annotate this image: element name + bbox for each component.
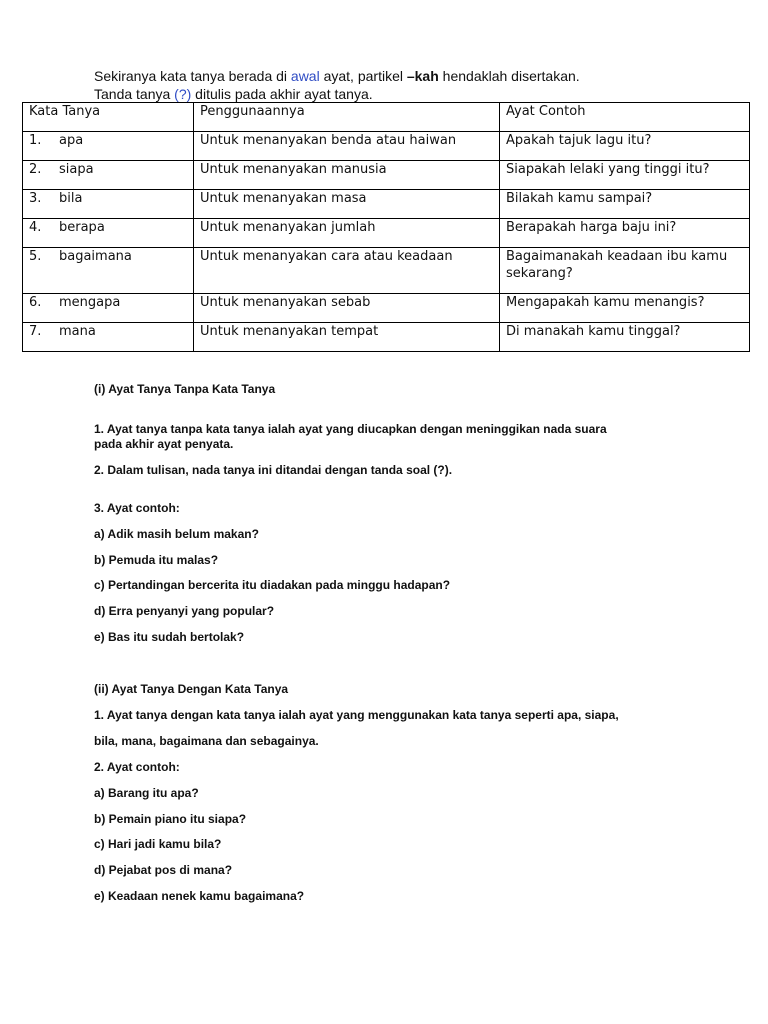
- awal-highlight: awal: [290, 68, 320, 84]
- intro-line-1: [94, 68, 580, 85]
- example-cell: Di manakah kamu tinggal?: [500, 323, 750, 352]
- section1-para3: 3. Ayat contoh:: [94, 501, 180, 515]
- section2-example-c: c) Hari jadi kamu bila?: [94, 837, 222, 851]
- question-mark-highlight: (?): [174, 86, 192, 102]
- header-kata-tanya: Kata Tanya: [23, 103, 194, 132]
- table-row: [23, 190, 750, 219]
- example-cell: Bilakah kamu sampai?: [500, 190, 750, 219]
- row-number: 2.: [29, 162, 42, 177]
- kata-tanya-word: berapa: [59, 220, 105, 235]
- usage-cell: Untuk menanyakan jumlah: [194, 219, 500, 248]
- section1-example-b: b) Pemuda itu malas?: [94, 553, 219, 567]
- section2-example-e: e) Keadaan nenek kamu bagaimana?: [94, 889, 305, 903]
- usage-cell: Untuk menanyakan sebab: [194, 294, 500, 323]
- usage-cell: Untuk menanyakan cara atau keadaan: [194, 248, 500, 294]
- section1-para2: 2. Dalam tulisan, nada tanya ini ditandai dengan tanda soal (?).: [94, 463, 453, 477]
- section2-para2: 2. Ayat contoh:: [94, 760, 180, 774]
- kata-tanya-word: mana: [59, 324, 96, 339]
- table-row: [23, 161, 750, 190]
- intro-text: ditulis pada akhir ayat tanya.: [191, 86, 373, 102]
- kata-tanya-word: mengapa: [59, 295, 121, 310]
- table-row: [23, 323, 750, 352]
- example-cell: Berapakah harga baju ini?: [500, 219, 750, 248]
- section1-title: (i) Ayat Tanya Tanpa Kata Tanya: [94, 382, 276, 396]
- section1-para1-line1: 1. Ayat tanya tanpa kata tanya ialah ayat yang diucapkan dengan meninggikan nada suara: [94, 422, 607, 436]
- example-cell: Apakah tajuk lagu itu?: [500, 132, 750, 161]
- section1-example-d: d) Erra penyanyi yang popular?: [94, 604, 275, 618]
- table-row: [23, 294, 750, 323]
- kata-tanya-table: [22, 102, 750, 352]
- table-row: [23, 132, 750, 161]
- row-number: 7.: [29, 324, 42, 339]
- usage-cell: Untuk menanyakan masa: [194, 190, 500, 219]
- example-cell: Bagaimanakah keadaan ibu kamu sekarang?: [500, 248, 750, 294]
- header-ayat-contoh: Ayat Contoh: [500, 103, 750, 132]
- section2-title: (ii) Ayat Tanya Dengan Kata Tanya: [94, 682, 289, 696]
- table-row: [23, 248, 750, 294]
- kata-tanya-word: apa: [59, 133, 84, 148]
- kata-tanya-word: siapa: [59, 162, 94, 177]
- table-row: [23, 219, 750, 248]
- usage-cell: Untuk menanyakan benda atau haiwan: [194, 132, 500, 161]
- section1-example-a: a) Adik masih belum makan?: [94, 527, 259, 541]
- intro-line-2: [94, 86, 373, 103]
- row-number: 5.: [29, 249, 42, 264]
- row-number: 6.: [29, 295, 42, 310]
- kah-particle: –kah: [406, 68, 439, 84]
- kata-tanya-cell: [23, 294, 194, 323]
- section2-example-d: d) Pejabat pos di mana?: [94, 863, 233, 877]
- row-number: 4.: [29, 220, 42, 235]
- kata-tanya-word: bila: [59, 191, 83, 206]
- section1-example-c: c) Pertandingan bercerita itu diadakan pada minggu hadapan?: [94, 578, 451, 592]
- example-cell: Siapakah lelaki yang tinggi itu?: [500, 161, 750, 190]
- section2-para1-line2: bila, mana, bagaimana dan sebagainya.: [94, 734, 319, 748]
- usage-cell: Untuk menanyakan manusia: [194, 161, 500, 190]
- row-number: 1.: [29, 133, 42, 148]
- intro-text: ayat, partikel: [319, 68, 407, 84]
- section2-example-b: b) Pemain piano itu siapa?: [94, 812, 247, 826]
- kata-tanya-cell: [23, 248, 194, 294]
- section2-para1-line1: 1. Ayat tanya dengan kata tanya ialah ayat yang menggunakan kata tanya seperti apa, siapa,: [94, 708, 619, 722]
- kata-tanya-cell: [23, 132, 194, 161]
- example-cell: Mengapakah kamu menangis?: [500, 294, 750, 323]
- table-header-row: [23, 103, 750, 132]
- usage-cell: Untuk menanyakan tempat: [194, 323, 500, 352]
- kata-tanya-cell: [23, 219, 194, 248]
- kata-tanya-cell: [23, 323, 194, 352]
- header-penggunaannya: Penggunaannya: [194, 103, 500, 132]
- intro-text: Tanda tanya: [94, 86, 175, 102]
- section1-example-e: e) Bas itu sudah bertolak?: [94, 630, 245, 644]
- intro-text: hendaklah disertakan.: [438, 68, 580, 84]
- kata-tanya-cell: [23, 190, 194, 219]
- kata-tanya-word: bagaimana: [59, 249, 132, 264]
- section2-example-a: a) Barang itu apa?: [94, 786, 199, 800]
- intro-text: Sekiranya kata tanya berada di: [94, 68, 291, 84]
- row-number: 3.: [29, 191, 42, 206]
- section1-para1-line2: pada akhir ayat penyata.: [94, 437, 234, 451]
- kata-tanya-cell: [23, 161, 194, 190]
